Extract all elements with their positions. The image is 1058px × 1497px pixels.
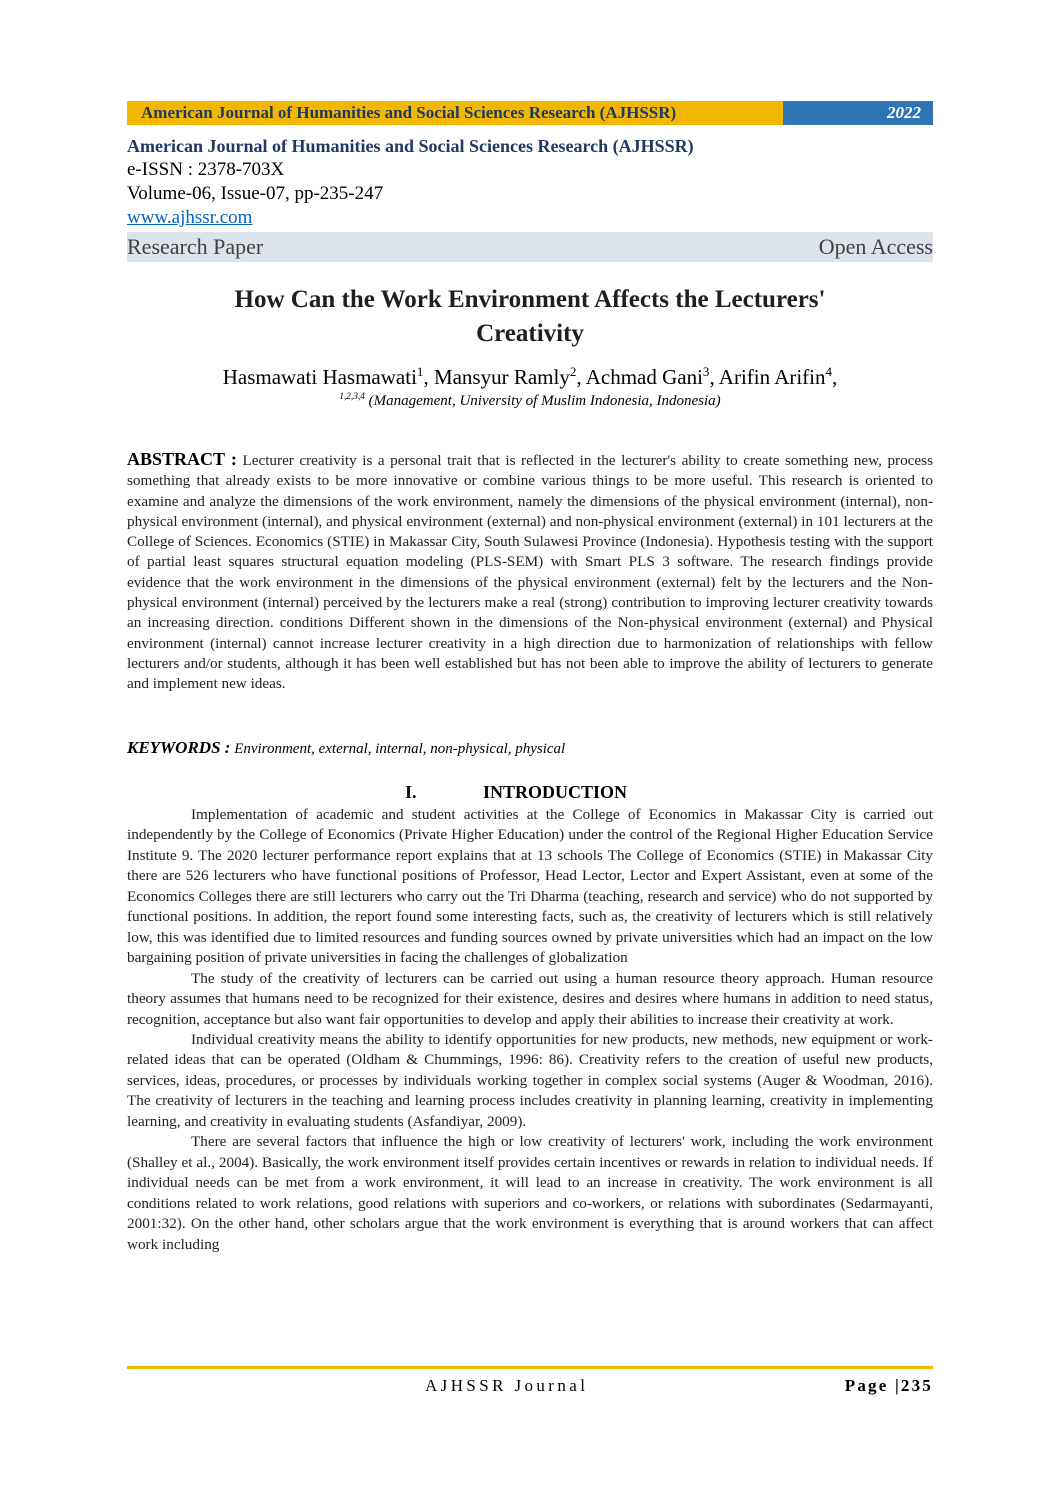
paragraph: There are several factors that influence the high or low creativity of lecturers' work, including the work environment (Shalley et al., 2004). Basically, the work environment itself provides certain incentives or rewards in relation to individual needs. If individual needs can be met from a work environment, it will lead to an increase in creativity. The work environment is all conditions related to work relations, good relations with superiors and co-workers, or relations with subordinates (Sedarmayanti, 2001:32). On the other hand, other scholars argue that the work environment is everything that is around workers that can affect work including — [127, 1133, 933, 1253]
header-year: 2022 — [783, 101, 933, 125]
section-number: I. — [405, 782, 417, 802]
journal-name: American Journal of Humanities and Social Sciences Research (AJHSSR) — [127, 136, 694, 156]
journal-website-link[interactable]: www.ajhssr.com — [127, 207, 253, 228]
keywords — [127, 738, 933, 759]
author-list — [127, 364, 933, 390]
author: Arifin Arifin$^4$, — [718, 364, 838, 389]
abstract-label: ABSTRACT : — [127, 449, 237, 469]
eissn: e-ISSN : 2378-703X — [127, 159, 285, 180]
footer-journal: AJHSSR Journal — [425, 1376, 589, 1395]
section-title: INTRODUCTION — [483, 782, 628, 802]
keywords-text: Environment, external, internal, non-physical, physical — [230, 741, 566, 757]
author: Achmad Gani$^3$, — [585, 364, 719, 389]
paper-type: Research Paper — [127, 234, 264, 259]
author: Hasmawati Hasmawati$^1$, — [222, 364, 434, 389]
keywords-label: KEYWORDS : — [127, 738, 231, 757]
paragraph: Implementation of academic and student activities at the College of Economics in Makassar City is carried out independently by the College of Economics (Private Higher Education) under the control of the Regional Higher Education Service Institute 9. The 2020 lecturer performance report explains that at 13 schools The College of Economics (STIE) in Makassar City there are 526 lecturers who have functional positions of Professor, Head Lector, Lector and Expert Assistant, even at some of the Economics Colleges there are still lecturers who carry out the Tri Dharma (teaching, research and service) who do not supported by functional positions. In addition, the report found some interesting facts, such as, the creativity of lecturers which is still relatively low, this was identified due to limited resources and funding sources owned by private universities which had an impact on the low bargaining position of private universities in facing the challenges of globalization — [127, 806, 933, 967]
paper-type-band — [127, 232, 933, 262]
footer-page: Page |235 — [844, 1376, 933, 1395]
footer-divider — [127, 1366, 933, 1369]
body-text — [127, 805, 933, 1255]
open-access-label: Open Access — [818, 234, 933, 259]
affiliation: $^{1,2,3,4}$ (Management, University of Muslim Indonesia, Indonesia) — [339, 392, 721, 409]
journal-meta — [127, 134, 933, 262]
abstract — [127, 449, 933, 695]
journal-header-bar — [127, 101, 933, 125]
page-number: 235 — [900, 1376, 933, 1395]
header-journal-name: American Journal of Humanities and Social Sciences Research (AJHSSR) — [127, 101, 783, 125]
paper-title — [127, 283, 933, 351]
abstract-text: Lecturer creativity is a personal trait that is reflected in the lecturer's ability to create something new, process something that already exists to be more innovative or combine various things to be more useful. This research is oriented to examine and analyze the dimensions of the work environment, namely the dimensions of the physical environment (internal), non-physical environment (internal), and physical environment (external) and non-physical environment (external) in 101 lecturers at the College of Sciences. Economics (STIE) in Makassar City, South Sulawesi Province (Indonesia). Hypothesis testing with the support of partial least squares structural equation modeling (PLS-SEM) with Smart PLS 3 software. The research findings provide evidence that the work environment in the dimensions of the physical environment (external) felt by the lecturers and the Non-physical environment (internal) perceived by the lecturers make a real (strong) contribution to improving lecturer creativity towards an increasing direction. conditions Different shown in the dimensions of the Non-physical environment (external) and Physical environment (internal) cannot increase lecturer creativity in a high direction due to harmonization of relationships with fellow lecturers and/or students, although it has been well established but has not been able to improve the ability of lecturers to generate and implement new ideas. — [127, 452, 933, 693]
volume-issue: Volume-06, Issue-07, pp-235-247 — [127, 183, 384, 204]
title-line-2: Creativity — [476, 320, 584, 347]
title-line-1: How Can the Work Environment Affects the Lecturers' — [234, 286, 826, 313]
author: Mansyur Ramly$^2$, — [433, 364, 586, 389]
paragraph: The study of the creativity of lecturers can be carried out using a human resource theory approach. Human resource theory assumes that humans need to be recognized for their existence, desires and desires where humans in addition to need status, recognition, acceptance but also want fair opportunities to develop and apply their abilities to increase their creativity at work. — [127, 969, 933, 1028]
paragraph: Individual creativity means the ability to identify opportunities for new products, new methods, new equipment or work-related ideas that can be operated (Oldham & Chummings, 1996: 86). Creativity refers to the creation of useful new products, services, ideas, procedures, or processes by individuals working together in complex social systems (Auger & Woodman, 2016). The creativity of lecturers in the teaching and learning process includes creativity in planning learning, creativity in implementing learning, and creativity in evaluating students (Asfandiyar, 2009). — [127, 1030, 933, 1130]
